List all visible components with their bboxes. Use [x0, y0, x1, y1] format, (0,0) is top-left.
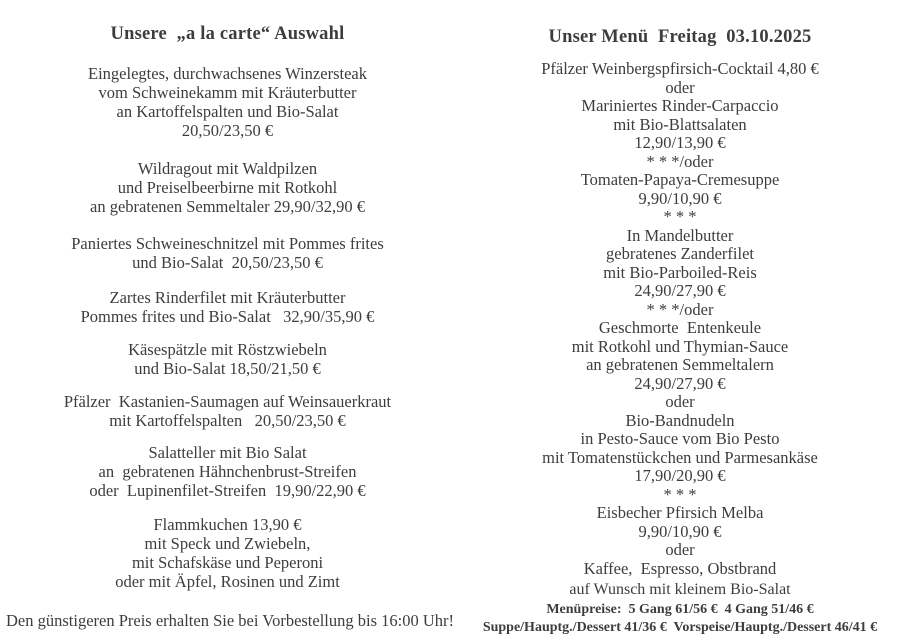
- preorder-note: Den günstigeren Preis erhalten Sie bei Vorbestellung bis 16:00 Uhr!: [5, 611, 455, 630]
- menu-item-saumagen: [0, 392, 455, 430]
- menu-item-line: mit Schafskäse und Peperoni: [131, 553, 324, 572]
- a-la-carte-column: [0, 0, 455, 591]
- menu-item-line: mit Kartoffelspalten 20,50/23,50 €: [109, 411, 346, 430]
- menu-item-line: Salatteller mit Bio Salat: [148, 443, 307, 462]
- menu-item-line: Zartes Rinderfilet mit Kräuterbutter: [109, 288, 346, 307]
- menu-item-line: und Bio-Salat 20,50/23,50 €: [132, 253, 323, 272]
- menu-item-line: Wildragout mit Waldpilzen: [137, 159, 318, 178]
- daily-menu-lines: [460, 60, 900, 578]
- menu-line: oder: [665, 392, 695, 411]
- menu-item-schweineschnitzel: [0, 234, 455, 272]
- menu-item-flammkuchen: [0, 515, 455, 591]
- menu-line: Pfälzer Weinbergspfirsich-Cocktail 4,80 €: [541, 59, 819, 78]
- menu-line: oder: [665, 540, 695, 559]
- menu-item-kaesespaetzle: [0, 340, 455, 378]
- menu-line: Tomaten-Papaya-Cremesuppe: [580, 170, 780, 189]
- menu-item-line: und Preiselbeerbirne mit Rotkohl: [117, 178, 338, 197]
- a-la-carte-heading: Unsere „a la carte“ Auswahl: [110, 24, 345, 44]
- menu-line: Bio-Bandnudeln: [625, 410, 735, 430]
- menu-item-line: Käsespätzle mit Röstzwiebeln: [128, 340, 327, 359]
- menu-line: 9,90/10,90 €: [638, 521, 722, 541]
- daily-menu-heading: Unser Menü Freitag 03.10.2025: [548, 27, 812, 47]
- menu-item-line: Pfälzer Kastanien-Saumagen auf Weinsauerkraut: [63, 392, 392, 411]
- daily-menu-column: [460, 0, 900, 637]
- menu-line: an gebratenen Semmeltalern: [586, 355, 774, 374]
- menu-line: Geschmorte Entenkeule: [598, 318, 762, 337]
- menu-line: 9,90/10,90 €: [638, 188, 722, 208]
- menu-item-line: oder Lupinenfilet-Streifen 19,90/22,90 €: [89, 481, 366, 500]
- menu-separator: * * */oder: [646, 151, 714, 171]
- menu-item-line: Flammkuchen 13,90 €: [153, 515, 302, 534]
- menu-item-line: an gebratenen Semmeltaler 29,90/32,90 €: [90, 197, 365, 216]
- menu-item-rinderfilet: [0, 288, 455, 326]
- menu-item-line: Pommes frites und Bio-Salat 32,90/35,90 €: [80, 307, 375, 326]
- salad-note: auf Wunsch mit kleinem Bio-Salat: [569, 581, 791, 598]
- menu-separator: * * *: [663, 207, 697, 226]
- menu-line: mit Rotkohl und Thymian-Sauce: [571, 336, 789, 356]
- menu-item-line: und Bio-Salat 18,50/21,50 €: [134, 359, 321, 378]
- menu-item-line: Eingelegtes, durchwachsenes Winzersteak: [88, 64, 367, 83]
- menu-prices-line1: Menüpreise: 5 Gang 61/56 € 4 Gang 51/46 €: [546, 602, 814, 617]
- menu-line: 24,90/27,90 €: [634, 373, 726, 393]
- menu-line: Mariniertes Rinder-Carpaccio: [581, 96, 779, 115]
- menu-prices-line2: Suppe/Hauptg./Dessert 41/36 € Vorspeise/Hauptg./Dessert 46/41 €: [482, 620, 878, 635]
- menu-item-line: mit Speck und Zwiebeln,: [144, 534, 311, 553]
- menu-line: 24,90/27,90 €: [634, 281, 726, 300]
- menu-line: Kaffee, Espresso, Obstbrand: [583, 558, 777, 578]
- menu-separator: * * *: [663, 484, 697, 504]
- menu-line: oder: [665, 77, 695, 97]
- menu-line: in Pesto-Sauce vom Bio Pesto: [580, 429, 780, 448]
- menu-line: mit Bio-Blattsalaten: [613, 114, 747, 134]
- menu-line: In Mandelbutter: [626, 225, 734, 245]
- menu-line: Eisbecher Pfirsich Melba: [596, 503, 764, 522]
- menu-line: mit Bio-Parboiled-Reis: [603, 262, 757, 282]
- menu-item-line: vom Schweinekamm mit Kräuterbutter: [98, 83, 357, 102]
- menu-item-line: an gebratenen Hähnchenbrust-Streifen: [98, 462, 357, 481]
- menu-separator: * * */oder: [646, 299, 714, 319]
- menu-item-line: an Kartoffelspalten und Bio-Salat: [116, 102, 339, 121]
- menu-line: 12,90/13,90 €: [634, 133, 726, 152]
- menu-line: mit Tomatenstückchen und Parmesankäse: [542, 447, 818, 467]
- menu-item-line: oder mit Äpfel, Rosinen und Zimt: [115, 572, 340, 591]
- menu-line: 17,90/20,90 €: [634, 466, 726, 485]
- menu-item-wildragout: [0, 159, 455, 216]
- menu-line: gebratenes Zanderfilet: [606, 244, 754, 263]
- menu-item-winzersteak: [0, 64, 455, 140]
- menu-item-line: Paniertes Schweineschnitzel mit Pommes frites: [71, 234, 384, 253]
- menu-item-price: 20,50/23,50 €: [181, 121, 274, 140]
- menu-item-salatteller: [0, 443, 455, 500]
